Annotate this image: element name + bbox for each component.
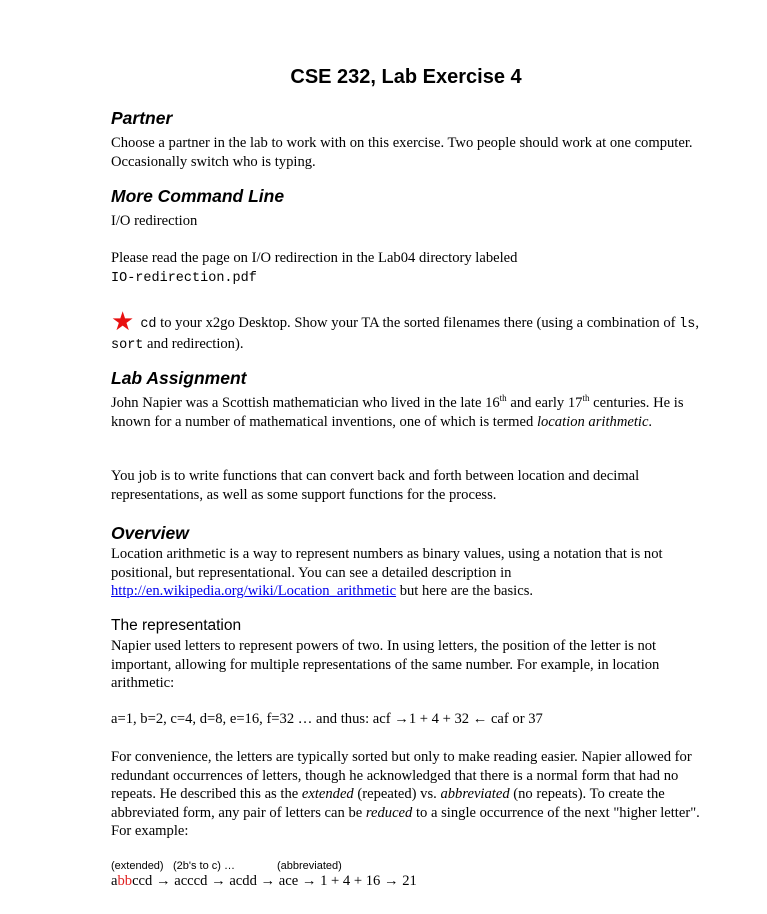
ls-command: ls (679, 317, 696, 332)
read-instructions (111, 249, 701, 288)
overview-text (111, 545, 701, 601)
representation-heading: The representation (111, 617, 242, 634)
label-abbreviated: (abbreviated) (277, 860, 342, 872)
task-text-1: to your x2go Desktop. Show your TA the sorted filenames there (using a combination of (156, 315, 680, 331)
reduction-a: a (111, 873, 118, 889)
io-redirection-subtitle: I/O redirection (111, 213, 198, 229)
reduction-chain: ccd → acccd → acdd → ace → 1 + 4 + 16 → 21 (132, 873, 417, 889)
assignment-paragraph-2: You job is to write functions that can convert back and forth between location and decimal representations, as well as some support functions for the process. (111, 468, 640, 503)
overview-text-b: but here are the basics. (396, 583, 534, 599)
read-instructions-text: Please read the page on I/O redirection in the Lab04 directory labeled (111, 250, 518, 266)
location-arithmetic-term: location arithmetic (536, 413, 649, 430)
superscript-th-1: th (499, 393, 507, 404)
rep-text-d: to a single occurrence of the next "higher letter". For example: (111, 804, 700, 839)
reduced-term: reduced (365, 804, 413, 821)
representation-paragraph-2 (111, 748, 701, 841)
partner-text: Choose a partner in the lab to work with on this exercise. Two people should work at one computer. Occasionally switch who is typing. (111, 135, 693, 170)
rep-text-a: For convenience, the letters are typically sorted but only to make reading easier. Napier allowed for redundant occurrences of letters, though he acknowledged that there is a normal form that had no repeats. He described this as the (111, 749, 692, 802)
task-comma: , (695, 315, 700, 331)
partner-heading: Partner (111, 108, 173, 128)
assignment-paragraph-1 (111, 394, 701, 431)
rep-text-c: (no repeats). To create the abbreviated form, any pair of letters can be (111, 786, 665, 821)
cd-command: cd (140, 317, 157, 332)
letter-values-example: a=1, b=2, c=4, d=8, e=16, f=32 … and thus: acf →1 + 4 + 32 ← caf or 37 (111, 711, 543, 727)
overview-heading: Overview (111, 523, 189, 543)
assignment-text-b: and early 17 (506, 395, 583, 411)
reduction-bb-highlight: bb (117, 873, 133, 889)
rep-text-b: (repeated) vs. (353, 786, 441, 802)
reduction-example (111, 872, 701, 891)
label-2bs-to-c: (2b's to c) … (173, 860, 236, 872)
superscript-th-2: th (582, 393, 590, 404)
page-title: CSE 232, Lab Exercise 4 (290, 66, 522, 88)
assignment-text-c: centuries. He is known for a number of mathematical inventions, one of which is termed (111, 395, 684, 430)
star-icon: ★ (111, 307, 135, 336)
lab-assignment-heading: Lab Assignment (111, 368, 247, 388)
task-text-2: and redirection). (143, 335, 244, 352)
redirection-filename: IO-redirection.pdf (111, 270, 257, 286)
wikipedia-link[interactable]: http://en.wikipedia.org/wiki/Location_arithmetic (111, 583, 397, 599)
command-line-heading: More Command Line (111, 186, 285, 206)
sort-command: sort (111, 337, 144, 353)
assignment-text-d: . (648, 413, 653, 430)
extended-term: extended (301, 786, 354, 802)
assignment-text-a: John Napier was a Scottish mathematician who lived in the late 16 (111, 395, 500, 411)
overview-text-a: Location arithmetic is a way to represent numbers as binary values, using a notation that is not positional, but representational. You can see a detailed description in (111, 546, 663, 581)
label-extended: (extended) (111, 860, 164, 872)
task-checkpoint (111, 307, 701, 355)
abbreviated-term: abbreviated (440, 786, 510, 802)
representation-paragraph-1: Napier used letters to represent powers of two. In using letters, the position of the letter is not important, allowing for multiple representations of the same number. For example, in location arithmetic: (111, 638, 660, 691)
